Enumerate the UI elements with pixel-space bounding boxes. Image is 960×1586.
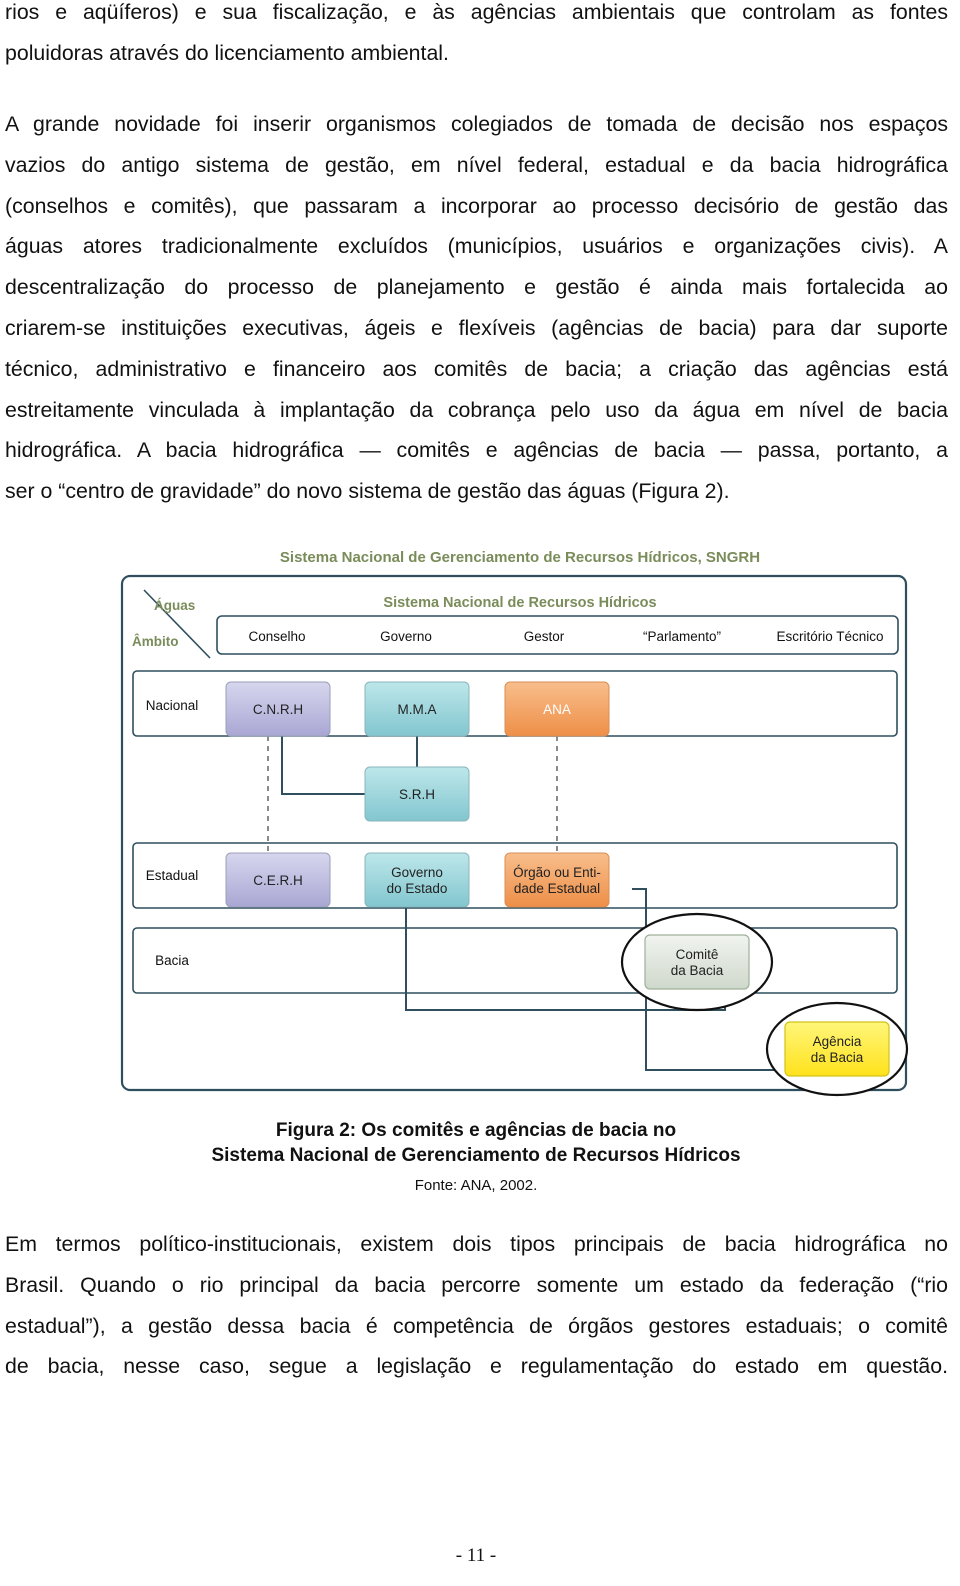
node-governo-estado bbox=[365, 853, 469, 907]
header-title: Sistema Nacional de Recursos Hídricos bbox=[383, 595, 657, 611]
node-agencia-bacia bbox=[785, 1022, 889, 1076]
text-line: estreitamente vinculada à implantação da cobrança pelo uso da água em nível de bacia bbox=[5, 397, 948, 422]
text-line: vazios do antigo sistema de gestão, em nível federal, estadual e da bacia hidrográfica bbox=[5, 152, 948, 177]
text-line: poluidoras através do licenciamento ambiental. bbox=[5, 40, 449, 65]
node-comite-line1: Comitê bbox=[675, 947, 719, 962]
text-line: (conselhos e comitês), que passaram a incorporar ao processo decisório de gestão das bbox=[5, 193, 948, 218]
node-orgao-estadual bbox=[505, 853, 609, 907]
node-governo-estado-line2: do Estado bbox=[386, 881, 448, 896]
node-governo-estado-line1: Governo bbox=[391, 865, 443, 880]
text-line: águas atores tradicionalmente excluídos (municípios, usuários e organizações civis). A bbox=[5, 234, 948, 259]
node-orgao-line2: dade Estadual bbox=[513, 881, 601, 896]
node-ana-label: ANA bbox=[543, 702, 571, 717]
text-line: A grande novidade foi inserir organismos colegiados de tomada de decisão nos espaços bbox=[5, 112, 948, 136]
text-line: Em termos político-institucionais, existem dois tipos principais de bacia hidrográfica no bbox=[5, 1232, 948, 1256]
column-conselho: Conselho bbox=[248, 629, 306, 644]
text-line: criarem-se instituições executivas, ágeis e flexíveis (agências de bacia) para dar suporte bbox=[5, 315, 948, 340]
node-comite-bacia bbox=[645, 935, 749, 989]
text-line: rios e aqüíferos) e sua fiscalização, e às agências ambientais que controlam as fontes bbox=[5, 0, 948, 24]
node-comite-line2: da Bacia bbox=[670, 963, 724, 978]
level-bacia bbox=[133, 928, 897, 993]
column-escritorio-tecnico: Escritório Técnico bbox=[776, 629, 884, 644]
column-governo: Governo bbox=[380, 629, 432, 644]
node-mma-label: M.M.A bbox=[397, 702, 437, 717]
paragraph-3 bbox=[5, 1224, 948, 1387]
diagram-title: Sistema Nacional de Gerenciamento de Recursos Hídricos, SNGRH bbox=[279, 549, 761, 566]
text-line: hidrográfica. A bacia hidrográfica — comitês e agências de bacia — passa, portanto, a bbox=[5, 438, 948, 463]
level-label-nacional: Nacional bbox=[145, 698, 199, 713]
connector-cnrh-srh bbox=[282, 736, 365, 794]
column-parlamento: “Parlamento” bbox=[642, 629, 722, 644]
node-cerh-label: C.E.R.H bbox=[253, 873, 303, 888]
text-line: de bacia, nesse caso, segue a legislação e regulamentação do estado em questão. bbox=[5, 1354, 948, 1379]
node-agencia-line2: da Bacia bbox=[810, 1050, 864, 1065]
figure-caption bbox=[0, 1118, 952, 1196]
node-srh-label: S.R.H bbox=[398, 787, 436, 802]
text-line: técnico, administrativo e financeiro aos comitês de bacia; a criação das agências está bbox=[5, 356, 948, 381]
caption-source: Fonte: ANA, 2002. bbox=[414, 1177, 538, 1194]
paragraph-2 bbox=[5, 104, 948, 512]
sngrh-diagram bbox=[110, 538, 910, 1098]
column-gestor: Gestor bbox=[523, 629, 565, 644]
level-label-bacia: Bacia bbox=[155, 953, 189, 968]
node-orgao-line1: Órgão ou Enti- bbox=[513, 865, 601, 880]
node-cnrh-label: C.N.R.H bbox=[252, 702, 304, 717]
caption-title-line-1: Figura 2: Os comitês e agências de bacia no bbox=[275, 1120, 677, 1141]
page-number: - 11 - bbox=[455, 1545, 497, 1566]
corner-aguas: Águas bbox=[154, 598, 196, 613]
level-label-estadual: Estadual bbox=[145, 868, 199, 883]
text-line: ser o “centro de gravidade” do novo sistema de gestão das águas (Figura 2). bbox=[5, 479, 730, 504]
caption-title-line-2: Sistema Nacional de Gerenciamento de Recursos Hídricos bbox=[211, 1145, 741, 1166]
text-line: estadual”), a gestão dessa bacia é competência de órgãos gestores estaduais; o comitê bbox=[5, 1313, 948, 1338]
corner-ambito: Âmbito bbox=[132, 634, 179, 649]
node-agencia-line1: Agência bbox=[812, 1034, 862, 1049]
paragraph-1 bbox=[5, 0, 948, 74]
text-line: Brasil. Quando o rio principal da bacia percorre somente um estado da federação (“rio bbox=[5, 1272, 948, 1297]
text-line: descentralização do processo de planejamento e gestão é ainda mais fortalecida ao bbox=[5, 275, 948, 300]
